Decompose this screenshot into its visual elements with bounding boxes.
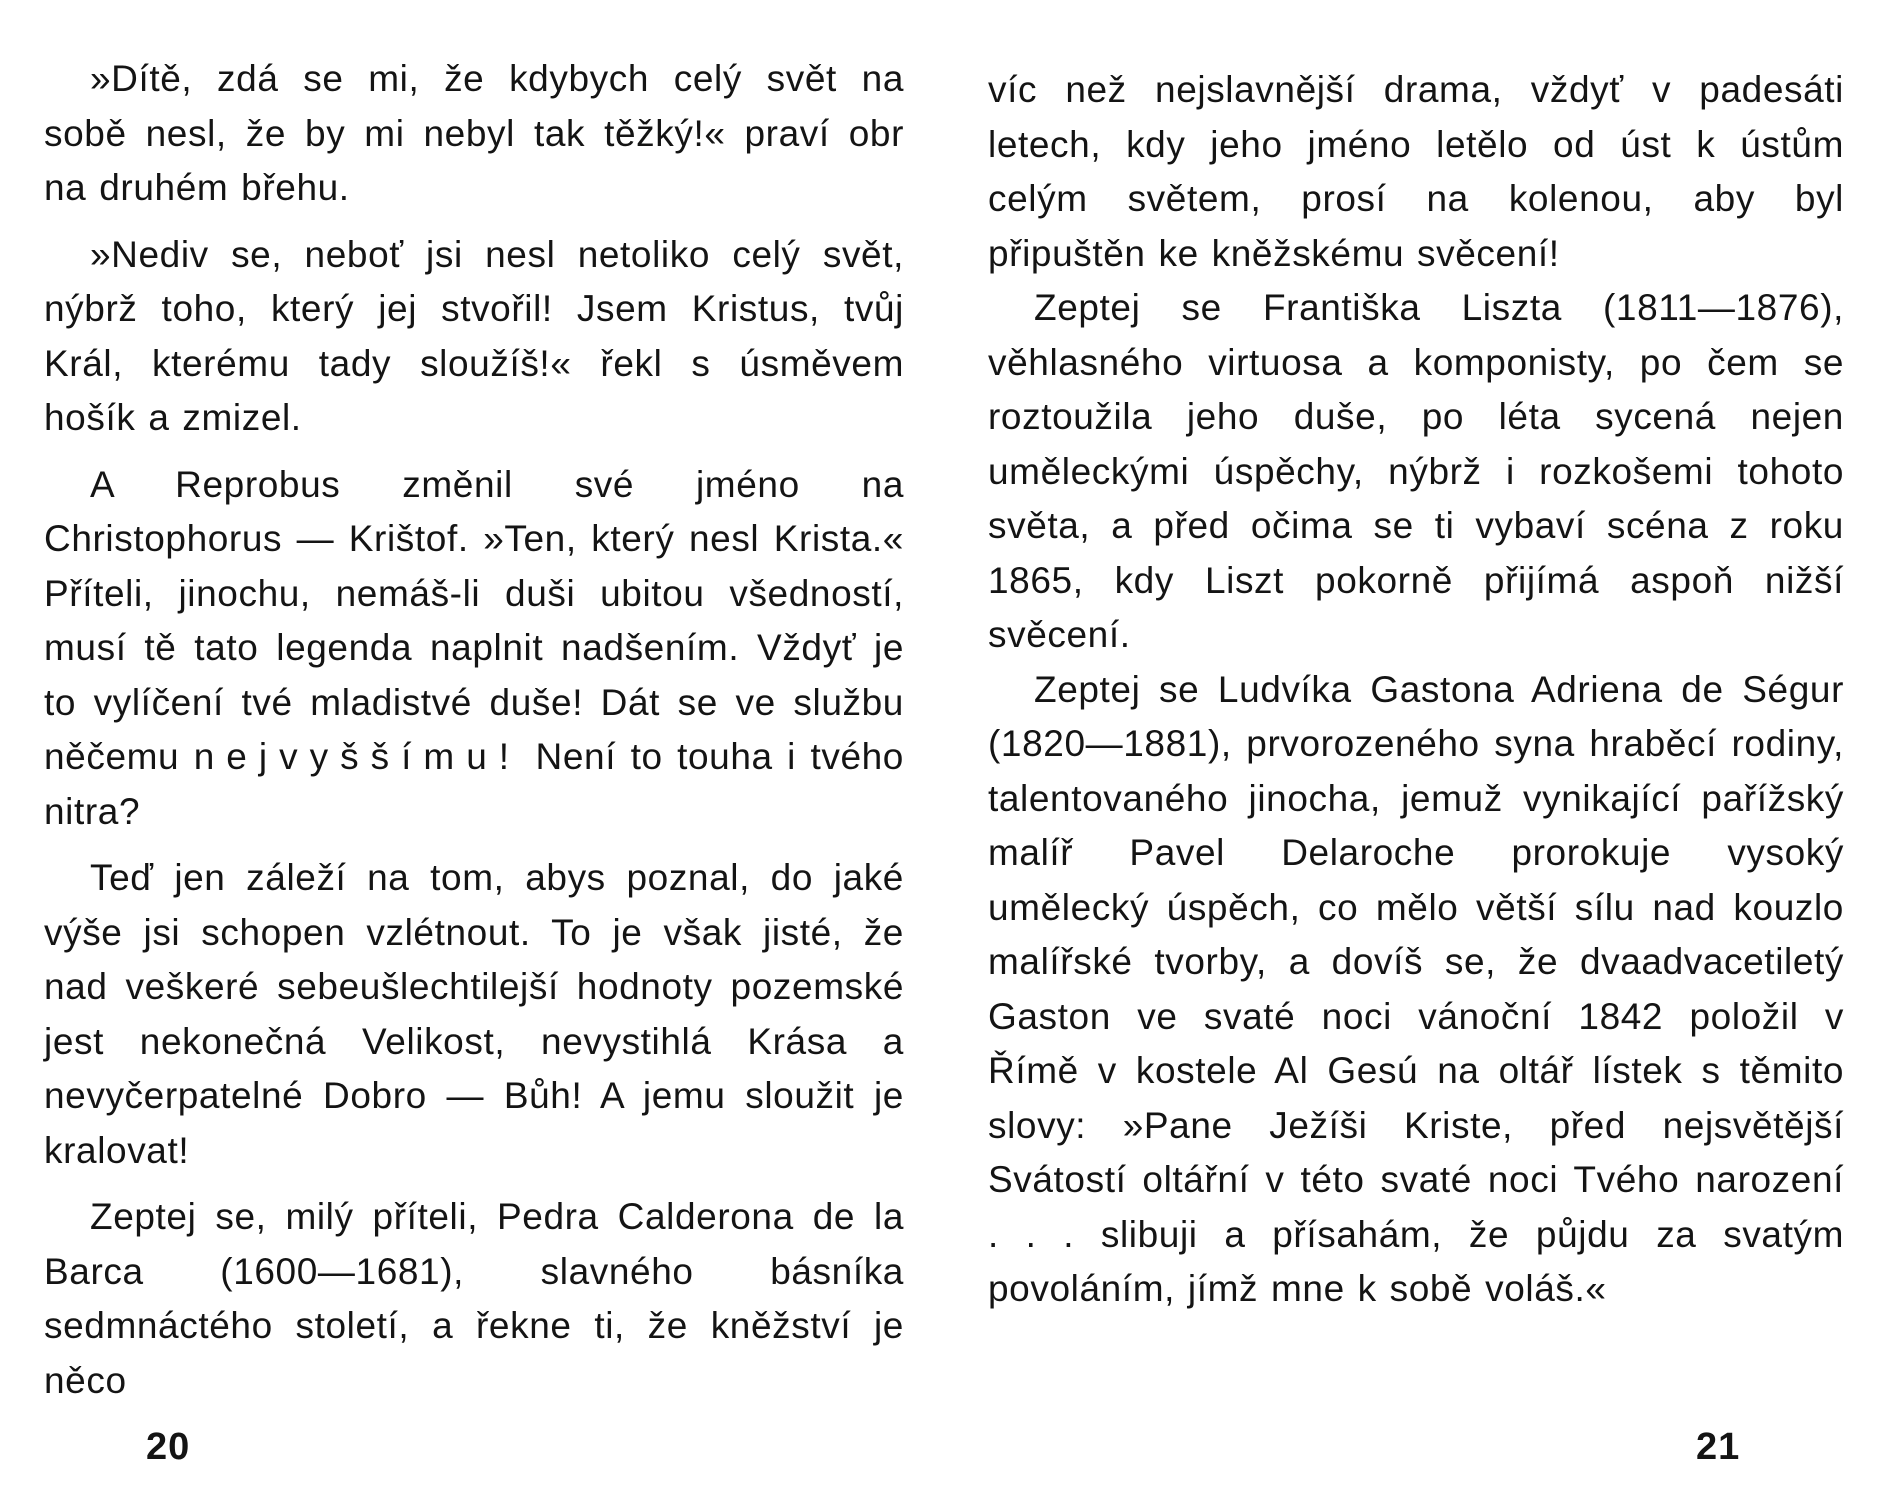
paragraph: Zeptej se, milý příteli, Pedra Calderona de la Barca (1600—1681), slavného básníka sedmnáctého století, a řekne ti, že kněžství je něco: [44, 1196, 904, 1401]
right-page-body: [988, 63, 1844, 1317]
emphasized-word: nejvyššímu!: [193, 736, 522, 777]
page-number: 21: [1696, 1426, 1741, 1468]
paragraph: Zeptej se Ludvíka Gastona Adriena de Ségur (1820—1881), prvorozeného syna hraběcí rodiny, talentovaného jinocha, jemuž vynikající pařížský malíř Pavel Delaroche prorokuje vysoký umělecký úspěch, co mělo větší sílu nad kouzlo malířské tvorby, a dovíš se, že dvaadvacetiletý Gaston ve svaté noci vánoční 1842 položil v Římě v kostele Al Gesú na oltář lístek s těmito slovy: »Pane Ježíši Kriste, před nejsvětější Svátostí oltářní v této svaté noci Tvého narození . . . slibuji a přísahám, že půjdu za svatým povoláním, jímž mne k sobě voláš.«: [988, 668, 1844, 1309]
left-page: [44, 0, 904, 1500]
paragraph: víc než nejslavnější drama, vždyť v padesáti letech, kdy jeho jméno letělo od úst k ústům celým světem, prosí na kolenou, aby byl připuštěn ke kněžskému svěcení!: [988, 69, 1844, 274]
paragraph: »Nediv se, neboť jsi nesl netoliko celý svět, nýbrž toho, který jej stvořil! Jsem Kristus, tvůj Král, kterému tady sloužíš!« řekl s úsměvem hošík a zmizel.: [44, 233, 904, 438]
paragraph-text: Není to touha i tvého nitra?: [44, 736, 904, 832]
paragraph-text: A Reprobus změnil své jméno na Christophorus — Krištof. »Ten, který nesl Krista.« Příteli, jinochu, nemáš-li duši ubitou všedností, musí tě tato legenda naplnit nadšením. Vždyť je to vylíčení tvé mladistvé duše! Dát se ve službu něčemu: [44, 463, 904, 777]
paragraph: »Dítě, zdá se mi, že kdybych celý svět na sobě nesl, že by mi nebyl tak těžký!« praví obr na druhém břehu.: [44, 58, 904, 208]
left-page-body: [44, 52, 904, 1408]
paragraph: Zeptej se Františka Liszta (1811—1876), věhlasného virtuosa a komponisty, po čem se roztoužila jeho duše, po léta sycená nejen uměleckými úspěchy, nýbrž i rozkošemi tohoto světa, a před očima se ti vybaví scéna z roku 1865, kdy Liszt pokorně přijímá aspoň nižší svěcení.: [988, 287, 1844, 655]
page-number: 20: [146, 1426, 191, 1468]
right-page: [988, 0, 1844, 1500]
paragraph: Teď jen záleží na tom, abys poznal, do jaké výše jsi schopen vzlétnout. To je však jisté, že nad veškeré sebeušlechtilejší hodnoty pozemské jest nekonečná Velikost, nevystihlá Krása a nevyčerpatelné Dobro — Bůh! A jemu sloužit je kralovat!: [44, 857, 904, 1171]
paragraph: [44, 458, 904, 840]
